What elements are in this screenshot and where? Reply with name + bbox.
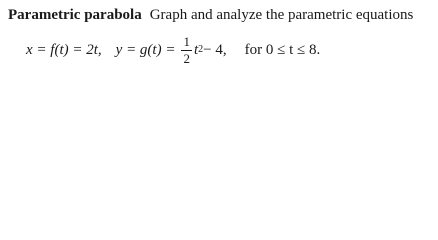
one-half-fraction <box>181 35 192 66</box>
domain-condition: for 0 ≤ t ≤ 8. <box>244 41 321 58</box>
exercise-instruction: Graph and analyze the parametric equations <box>149 7 414 23</box>
t-variable: t <box>193 41 199 58</box>
exercise-panel <box>0 0 438 76</box>
fraction-denominator: 2 <box>183 50 190 66</box>
exercise-heading <box>8 6 413 24</box>
fraction-numerator: 1 <box>183 33 190 49</box>
y-equation-rest: − 4, <box>203 41 227 58</box>
x-equation: x = f(t) = 2t, <box>26 41 102 58</box>
exercise-title: Parametric parabola <box>8 7 142 23</box>
parametric-equations: x = f(t) = 2t, y = g(t) = $\frac{1}{2}$ t 2 − 4, for 0 ≤ t ≤ 8. <box>26 33 321 66</box>
y-equation-lhs: y = g(t) = <box>115 41 176 58</box>
